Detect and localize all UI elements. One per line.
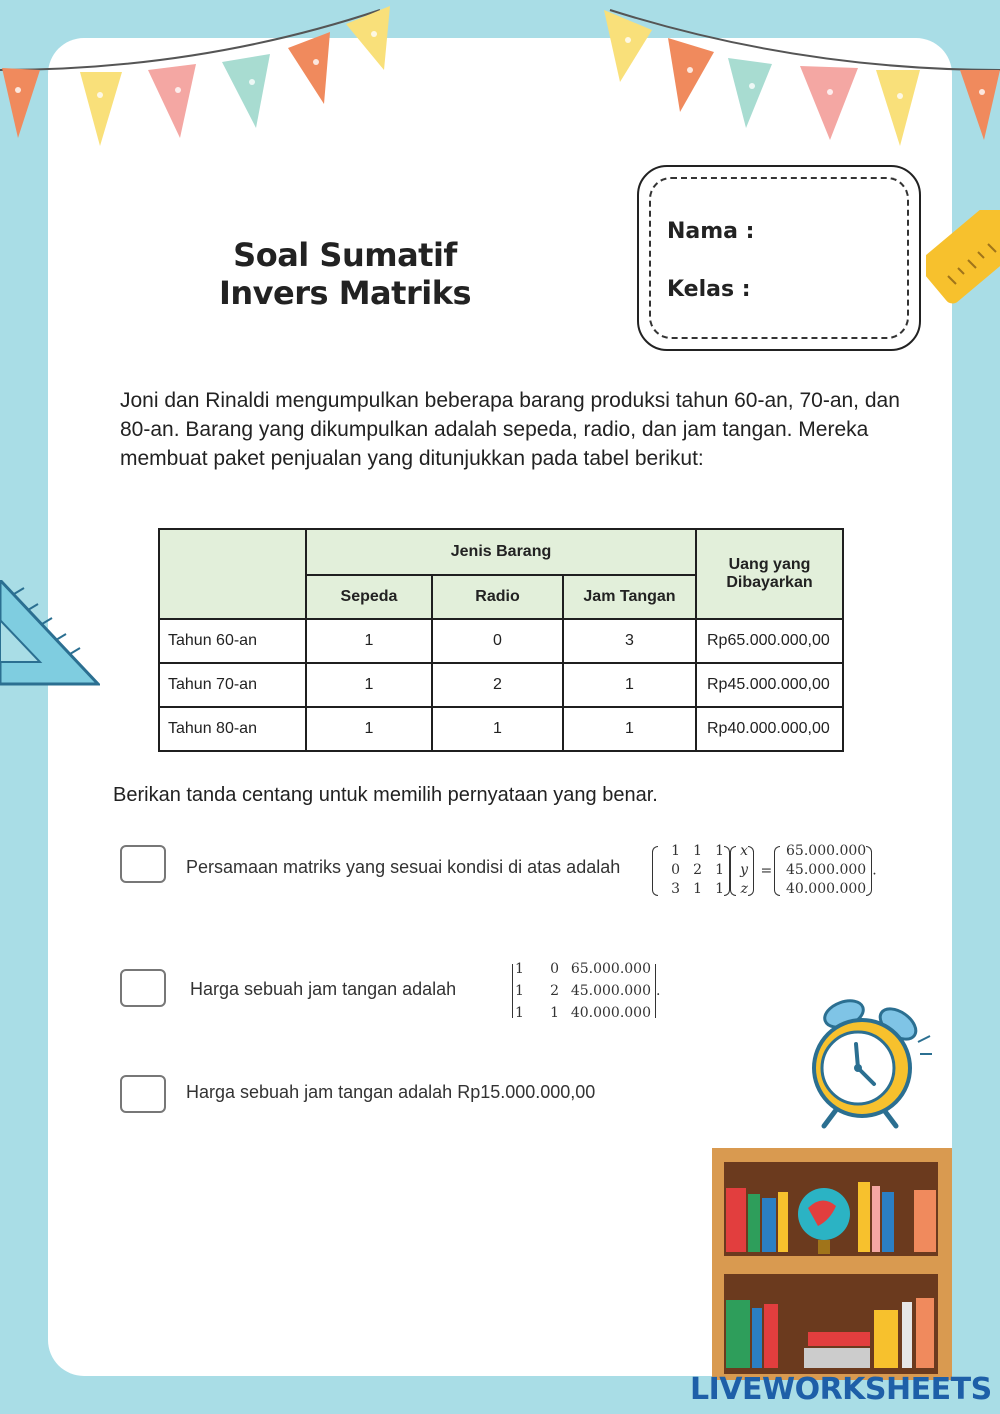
result-vector	[780, 842, 866, 899]
instruction-text: Berikan tanda centang untuk memilih pernyataan yang benar.	[113, 784, 658, 806]
alarm-clock-icon	[806, 992, 936, 1132]
matrix-entry: 1	[550, 1005, 559, 1021]
vector-entry: 45.000.000	[786, 862, 867, 878]
intro-paragraph: Joni dan Rinaldi mengumpulkan beberapa barang produksi tahun 60-an, 70-an, dan 80-an. Barang yang dikumpulkan adalah sepeda, radio, dan jam tangan. Mereka membuat paket penjualan yang ditunjukkan pada tabel berikut:	[120, 389, 900, 470]
vector-entry: x	[740, 843, 748, 859]
student-id-box-dashed	[649, 177, 909, 339]
name-label: Nama :	[667, 219, 755, 244]
option-1-matrix-equation	[652, 842, 877, 899]
money-cell: Rp40.000.000,00	[696, 707, 843, 751]
set-square-decoration	[0, 580, 100, 690]
matrix-entry: 1	[715, 843, 724, 859]
matrix-entry: 3	[671, 881, 680, 897]
group-header: Jenis Barang	[306, 529, 696, 575]
coefficient-matrix	[658, 842, 724, 899]
matrix-entry: 1	[693, 843, 702, 859]
equals-sign: =	[760, 862, 773, 879]
table-cell: 2	[432, 663, 563, 707]
paren-right	[748, 846, 754, 896]
table-cell: 1	[432, 707, 563, 751]
option-2-text: Harga sebuah jam tangan adalah	[190, 979, 457, 999]
vector-entry: y	[740, 862, 748, 878]
option-1-checkbox[interactable]	[120, 845, 166, 883]
period: .	[656, 983, 661, 999]
money-header	[696, 529, 843, 619]
option-3-text: Harga sebuah jam tangan adalah Rp15.000.000,00	[186, 1082, 596, 1102]
option-1-text: Persamaan matriks yang sesuai kondisi di atas adalah	[186, 857, 621, 877]
variable-vector	[736, 842, 748, 899]
bookshelf-icon	[712, 1148, 952, 1380]
ruler-decoration	[926, 210, 1000, 350]
student-id-box	[637, 165, 921, 351]
money-cell: Rp65.000.000,00	[696, 619, 843, 663]
title-line-1: Soal Sumatif	[233, 236, 457, 274]
bunting-decoration	[0, 0, 1000, 160]
matrix-entry: 0	[671, 862, 680, 878]
title-line-2: Invers Matriks	[218, 274, 472, 312]
money-header-line-1: Uang yang	[728, 556, 811, 573]
row-label: Tahun 70-an	[159, 663, 306, 707]
vector-entry: 65.000.000	[786, 843, 867, 859]
table-cell: 0	[432, 619, 563, 663]
class-label: Kelas :	[667, 277, 751, 302]
money-header-line-2: Dibayarkan	[726, 574, 813, 591]
option-3-checkbox[interactable]	[120, 1075, 166, 1113]
table-row	[159, 619, 843, 663]
matrix-entry: 0	[550, 961, 559, 977]
matrix-entry: 2	[693, 862, 702, 878]
matrix-entry: 1	[515, 983, 524, 999]
row-label: Tahun 80-an	[159, 707, 306, 751]
matrix-entry: 45.000.000	[570, 983, 651, 999]
row-label: Tahun 60-an	[159, 619, 306, 663]
matrix-entry: 1	[515, 961, 524, 977]
table-cell: 1	[563, 663, 696, 707]
period: .	[872, 862, 877, 879]
column-header: Radio	[432, 575, 563, 619]
table-cell: 1	[306, 619, 432, 663]
column-header: Sepeda	[306, 575, 432, 619]
vector-entry: 40.000.000	[786, 881, 867, 897]
vector-entry: z	[740, 881, 748, 897]
table-cell: 3	[563, 619, 696, 663]
table-cell: 1	[306, 707, 432, 751]
matrix-entry: 1	[515, 1005, 524, 1021]
option-2-checkbox[interactable]	[120, 969, 166, 1007]
liveworksheets-watermark: LIVEWORKSHEETS	[690, 1372, 992, 1407]
option-2-determinant	[512, 958, 660, 1024]
table-row	[159, 707, 843, 751]
column-header: Jam Tangan	[563, 575, 696, 619]
matrix-entry: 1	[671, 843, 680, 859]
matrix-entry: 40.000.000	[570, 1005, 651, 1021]
table-corner-cell	[159, 529, 306, 619]
matrix-entry: 1	[693, 881, 702, 897]
matrix-entry: 65.000.000	[570, 961, 651, 977]
sales-table	[158, 528, 844, 752]
determinant-matrix	[513, 958, 655, 1024]
table-cell: 1	[306, 663, 432, 707]
matrix-entry: 2	[550, 983, 559, 999]
page-title	[195, 236, 495, 312]
table-row	[159, 663, 843, 707]
money-cell: Rp45.000.000,00	[696, 663, 843, 707]
table-cell: 1	[563, 707, 696, 751]
matrix-entry: 1	[715, 862, 724, 878]
matrix-entry: 1	[715, 881, 724, 897]
